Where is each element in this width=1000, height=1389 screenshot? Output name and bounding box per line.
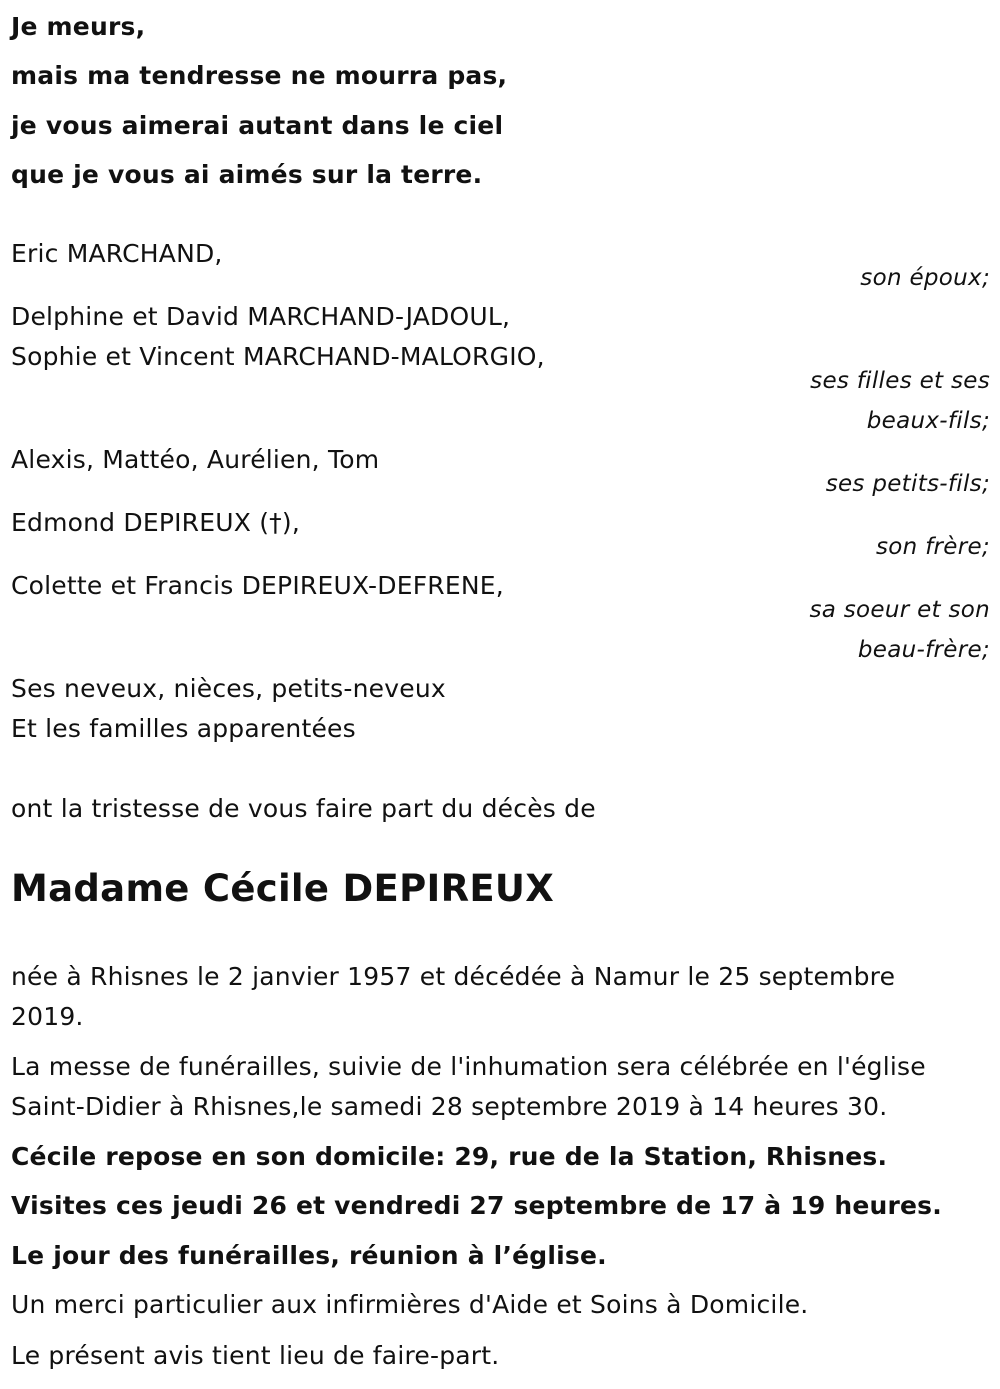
family-name: Sophie et Vincent MARCHAND-MALORGIO, — [11, 342, 545, 371]
domicile-info: Cécile repose en son domicile: 29, rue de la Station, Rhisnes. — [11, 1142, 888, 1171]
funeral-line: La messe de funérailles, suivie de l'inhumation sera célébrée en l'église — [11, 1052, 926, 1081]
family-name: Ses neveux, nièces, petits-neveux — [11, 674, 446, 703]
family-relation: sa soeur et son — [809, 597, 990, 623]
family-name: Delphine et David MARCHAND-JADOUL, — [11, 302, 511, 331]
poem-line: mais ma tendresse ne mourra pas, — [11, 61, 508, 90]
funeral-line: Saint-Didier à Rhisnes,le samedi 28 septembre 2019 à 14 heures 30. — [11, 1092, 888, 1121]
family-name: Colette et Francis DEPIREUX-DEFRENE, — [11, 571, 504, 600]
poem-line: je vous aimerai autant dans le ciel — [11, 111, 504, 140]
notice-text: Le présent avis tient lieu de faire-part. — [11, 1341, 500, 1370]
family-name: Alexis, Mattéo, Aurélien, Tom — [11, 445, 380, 474]
family-name: Et les familles apparentées — [11, 714, 356, 743]
poem-line: que je vous ai aimés sur la terre. — [11, 160, 483, 189]
poem-line: Je meurs, — [11, 12, 146, 41]
family-name: Edmond DEPIREUX (†), — [11, 508, 300, 537]
family-relation: ses petits-fils; — [825, 471, 990, 497]
church-meeting-info: Le jour des funérailles, réunion à l’église. — [11, 1241, 607, 1270]
family-name: Eric MARCHAND, — [11, 239, 223, 268]
deceased-name: Madame Cécile DEPIREUX — [11, 867, 555, 910]
announcement-text: ont la tristesse de vous faire part du décès de — [11, 794, 596, 823]
birth-death-line: née à Rhisnes le 2 janvier 1957 et décédée à Namur le 25 septembre — [11, 962, 896, 991]
thanks-text: Un merci particulier aux infirmières d'Aide et Soins à Domicile. — [11, 1290, 809, 1319]
birth-death-line: 2019. — [11, 1002, 84, 1031]
family-relation: beaux-fils; — [866, 408, 990, 434]
visits-info: Visites ces jeudi 26 et vendredi 27 septembre de 17 à 19 heures. — [11, 1191, 942, 1220]
family-relation: son époux; — [860, 265, 990, 291]
family-relation: son frère; — [875, 534, 990, 560]
family-relation: beau-frère; — [857, 637, 990, 663]
family-relation: ses filles et ses — [810, 368, 990, 394]
